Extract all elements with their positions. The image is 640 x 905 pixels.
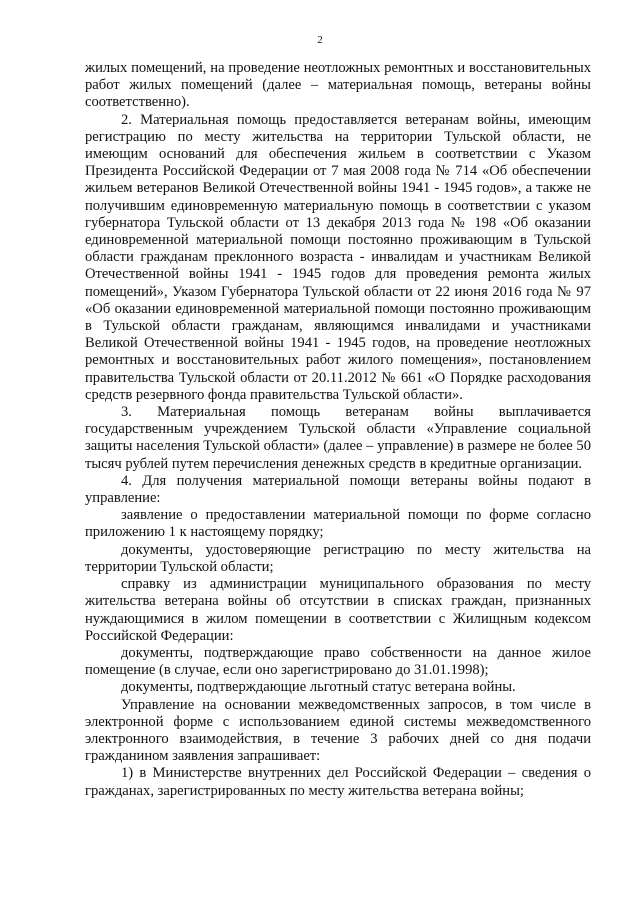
page-number: 2	[317, 34, 323, 46]
list-item-interior-ministry: 1) в Министерстве внутренних дел Российской Федерации – сведения о гражданах, зарегистрированных по месту жительства ветерана войны;	[85, 765, 591, 799]
paragraph-continuation: жилых помещений, на проведение неотложных ремонтных и восстановительных работ жилых помещений (далее – материальная помощь, ветераны войны соответственно).	[85, 60, 591, 111]
list-item-veteran-status-documents: документы, подтверждающие льготный статус ветерана войны.	[121, 679, 516, 696]
list-item-ownership-documents: документы, подтверждающие право собственности на данное жилое помещение (в случае, если оно зарегистрировано до 31.01.1998);	[85, 644, 591, 679]
list-item-application: заявление о предоставлении материальной помощи по форме согласно приложению 1 к настоящему порядку;	[85, 507, 591, 541]
paragraph-item-2: 2. Материальная помощь предоставляется ветеранам войны, имеющим регистрацию по месту жительства на территории Тульской области, не имеющим оснований для обеспечения жильем в соответствии с Указом Президента Российской Федерации от 7 мая 2008 года № 714 «Об обеспечении жильем ветеранов Великой Отечественной войны 1941 - 1945 годов», а также не получившим единовременную материальную помощь в соответствии с указом губернатора Тульской области от 13 декабря 2013 года № 198 «Об оказании единовременной материальной помощи постоянно проживающим в Тульской области гражданам преклонного возраста - инвалидам и участникам Великой Отечественной войны 1941 - 1945 годов для проведения ремонта жилых помещений», Указом Губернатора Тульской области от 22 июня 2016 года № 97 «Об оказании единовременной материальной помощи постоянно проживающим в Тульской области гражданам, являющимся инвалидами и участниками Великой Отечественной войны 1941 - 1945 годов, на проведение неотложных ремонтных и восстановительных работ жилого помещения», постановлением правительства Тульской области от 20.11.2012 № 661 «О Порядке расходования средств резервного фонда правительства Тульской области».	[85, 111, 591, 403]
document-body	[85, 60, 591, 800]
paragraph-interagency-requests: Управление на основании межведомственных запросов, в том числе в электронной форме с использованием единой системы межведомственного электронного взаимодействия, в течение 3 рабочих дней со дня подачи гражданином заявления запрашивает:	[85, 696, 591, 765]
list-item-registration-documents: документы, удостоверяющие регистрацию по месту жительства на территории Тульской области;	[85, 541, 591, 575]
paragraph-item-3: 3. Материальная помощь ветеранам войны выплачивается государственным учреждением Тульской области «Управление социальной защиты населения Тульской области» (далее – управление) в размере не более 50 тысяч рублей путем перечисления денежных средств в кредитные организации.	[85, 404, 591, 472]
paragraph-item-4: 4. Для получения материальной помощи ветераны войны подают в управление:	[85, 472, 591, 507]
list-item-municipal-certificate: справку из администрации муниципального образования по месту жительства ветерана войны об отсутствии в списках граждан, признанных нуждающимися в жилом помещении в соответствии с Жилищным кодексом Российской Федерации:	[85, 576, 591, 644]
